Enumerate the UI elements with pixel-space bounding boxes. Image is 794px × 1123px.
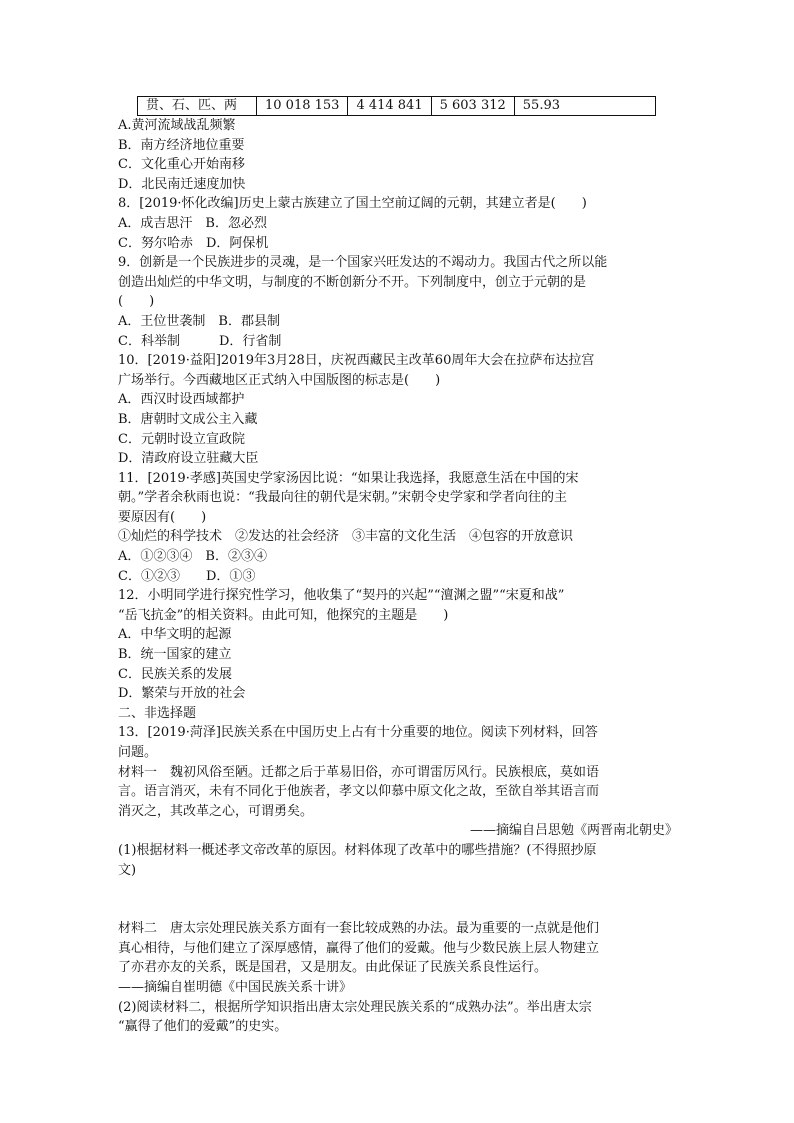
table-row	[138, 97, 656, 116]
text-line: (2)阅读材料二，根据所学知识指出唐太宗处理民族关系的“成熟办法”。举出唐太宗	[118, 999, 592, 1015]
text-line: C．民族关系的发展	[118, 666, 232, 682]
text-line: ( )	[118, 294, 155, 310]
questions-part1	[118, 116, 678, 821]
text-line: C．文化重心开始南移	[118, 157, 245, 173]
text-line: ①灿烂的科学技术 ②发达的社会经济 ③丰富的文化生活 ④包容的开放意识	[118, 529, 574, 545]
text-line: 文)	[118, 862, 137, 878]
text-line: A．①②③④ B．②③④	[118, 549, 267, 565]
text-line: 二、非选择题	[118, 705, 197, 721]
text-line: (1)根据材料一概述孝文帝改革的原因。材料体现了改革中的哪些措施？(不得照抄原	[118, 842, 597, 858]
text-line: 材料二 唐太宗处理民族关系方面有一套比较成熟的办法。最为重要的一点就是他们	[118, 921, 600, 937]
table-cell: 55.93	[514, 97, 655, 116]
text-line: B．南方经济地位重要	[118, 137, 245, 153]
text-line: 11．[2019·孝感]英国史学家汤因比说：“如果让我选择，我愿意生活在中国的宋	[118, 470, 579, 486]
text-line: 真心相待，与他们建立了深厚感情，赢得了他们的爱戴。他与少数民族上层人物建立	[118, 940, 600, 956]
text-line: 9．创新是一个民族进步的灵魂，是一个国家兴旺发达的不竭动力。我国古代之所以能	[118, 255, 608, 271]
text-line: 13．[2019·菏泽]民族关系在中国历史上占有十分重要的地位。阅读下列材料，回答	[118, 725, 598, 741]
text-line: C．努尔哈赤 D．阿保机	[118, 235, 269, 251]
text-line: C．①②③ D．①③	[118, 568, 256, 584]
text-line: A．中华文明的起源	[118, 627, 232, 643]
text-line: A．西汉时设西域都护	[118, 392, 245, 408]
text-line: D．繁荣与开放的社会	[118, 686, 246, 702]
text-line: 朝。”学者余秋雨也说：“我最向往的朝代是宋朝。”宋朝令史学家和学者向往的主	[118, 490, 567, 506]
answer-space	[118, 880, 678, 919]
data-table	[137, 96, 656, 116]
text-line: C．科举制 D．行省制	[118, 333, 282, 349]
table-cell: 贯、石、匹、两	[138, 97, 257, 116]
text-line: 12．小明同学进行探究性学习，他收集了“契丹的兴起”“澶渊之盟”“宋夏和战”	[118, 588, 565, 604]
text-line: “赢得了他们的爱戴”的史实。	[118, 1019, 288, 1035]
text-line: A.黄河流域战乱频繁	[118, 118, 236, 133]
text-line: B．统一国家的建立	[118, 647, 232, 663]
text-line: 材料一 魏初风俗至陋。迁都之后于革易旧俗，亦可谓雷厉风行。民族根底，莫如语	[118, 764, 600, 780]
material-2-section	[118, 919, 678, 1037]
text-line: 消灭之，其改革之心，可谓勇矣。	[118, 803, 314, 819]
text-line: 言。语言消灭，未有不同化于他族者，孝文以仰慕中原文化之故，至欲自举其语言而	[118, 784, 600, 800]
text-line: C．元朝时设立宣政院	[118, 431, 245, 447]
text-line: A．成吉思汗 B．忽必烈	[118, 215, 267, 231]
text-line: 广场举行。今西藏地区正式纳入中国版图的标志是( )	[118, 372, 441, 388]
text-line: 要原因有( )	[118, 509, 207, 525]
text-line: ——摘编自崔明德《中国民族关系十讲》	[118, 979, 353, 995]
text-line: 了亦君亦友的关系，既是国君，又是朋友。由此保证了民族关系良性运行。	[118, 960, 548, 976]
table-cell: 4 414 841	[348, 97, 431, 116]
text-line: D．北民南迁速度加快	[118, 176, 246, 192]
table-cell: 10 018 153	[257, 97, 348, 116]
document-content	[118, 96, 678, 1037]
text-line: D．清政府设立驻藏大臣	[118, 451, 259, 467]
text-line: 问题。	[118, 745, 158, 760]
text-line: A．王位世袭制 B．郡县制	[118, 313, 280, 329]
text-line: 10．[2019·益阳]2019年3月28日，庆祝西藏民主改革60周年大会在拉萨布达拉宫	[118, 353, 595, 369]
table-cell: 5 603 312	[431, 97, 514, 116]
text-line: 8．[2019·怀化改编]历史上蒙古族建立了国土空前辽阔的元朝，其建立者是( )	[118, 196, 587, 212]
text-line: B．唐朝时文成公主入藏	[118, 411, 258, 427]
text-line: 创造出灿烂的中华文明，与制度的不断创新分不开。下列制度中，创立于元朝的是	[118, 274, 587, 290]
text-line: “岳飞抗金”的相关资料。由此可知，他探究的主题是 )	[118, 607, 449, 623]
question-13-1	[118, 841, 678, 880]
source-citation: ——摘编自吕思勉《两晋南北朝史》	[469, 823, 678, 839]
